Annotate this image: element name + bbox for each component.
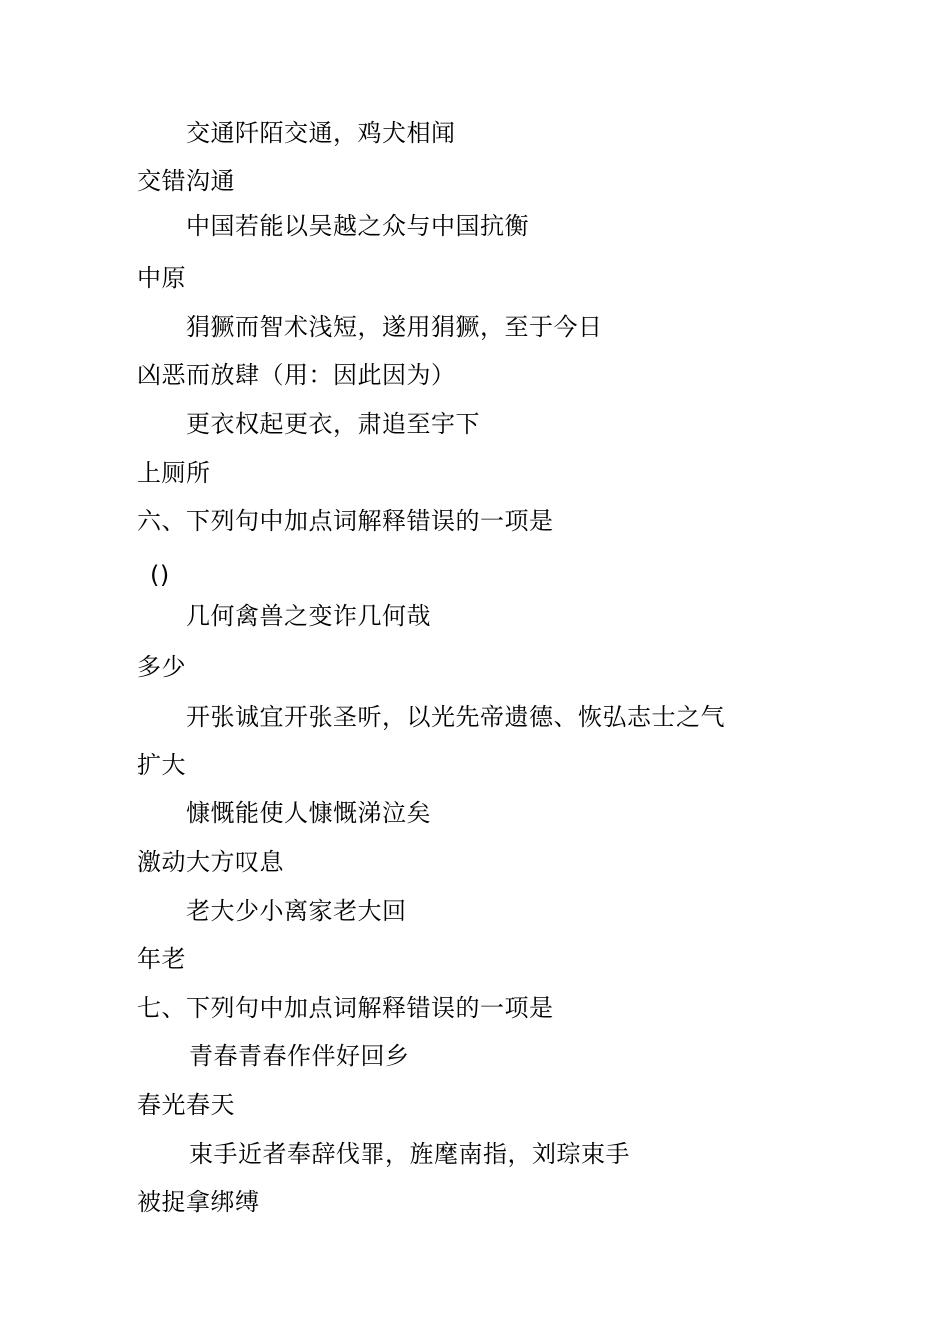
text-line: 年老 <box>137 945 186 973</box>
text-line: 慷慨能使人慷慨涕泣矣 <box>186 799 431 827</box>
text-line: 开张诚宜开张圣听，以光先帝遗德、恢弘志士之气 <box>186 703 725 731</box>
text-line: 中国若能以吴越之众与中国抗衡 <box>186 212 529 240</box>
text-line: 束手近者奉辞伐罪，旌麾南指，刘琮束手 <box>189 1140 630 1168</box>
text-line: 扩大 <box>137 751 186 779</box>
question-heading: 六、下列句中加点词解释错误的一项是 <box>137 507 554 535</box>
text-line: 更衣权起更衣，肃追至宇下 <box>186 410 480 438</box>
text-line: 狷獗而智术浅短，遂用狷獗，至于今日 <box>186 313 603 341</box>
text-line: 中原 <box>137 264 186 292</box>
text-line: 春光春天 <box>137 1091 235 1119</box>
text-line: 被捉拿绑缚 <box>137 1188 260 1216</box>
text-line: 青春青春作伴好回乡 <box>189 1042 410 1070</box>
text-line: 多少 <box>137 653 186 681</box>
question-heading: 七、下列句中加点词解释错误的一项是 <box>137 994 554 1022</box>
text-line: 上厕所 <box>137 459 211 487</box>
text-line: 交通阡陌交通，鸡犬相闻 <box>186 119 456 147</box>
text-line: 交错沟通 <box>137 167 235 195</box>
text-line: 老大少小离家老大回 <box>186 897 407 925</box>
text-line: 几何禽兽之变诈几何哉 <box>186 602 431 630</box>
answer-blank: () <box>150 561 170 589</box>
text-line: 凶恶而放肆（用：因此因为） <box>137 361 456 389</box>
text-line: 激动大方叹息 <box>137 848 284 876</box>
